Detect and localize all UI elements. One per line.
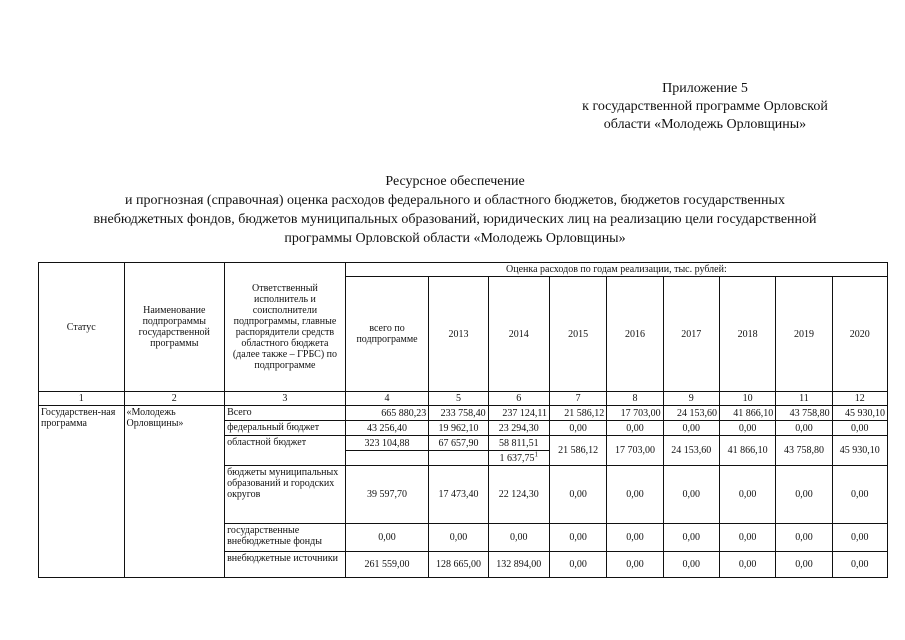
column-number: 6 (488, 392, 549, 406)
appendix-line-2: к государственной программе Орловской (582, 99, 828, 114)
header-year: 2019 (776, 277, 832, 392)
value-cell: 17 473,40 (429, 466, 488, 524)
program-cell: «Молодежь Орловщины» (124, 406, 225, 578)
header-name: Наименование подпрограммы государственной программы (124, 263, 225, 392)
column-number: 1 (39, 392, 125, 406)
row-label: областной бюджет (225, 436, 346, 466)
value-cell: 43 758,80 (776, 406, 832, 421)
column-number: 7 (549, 392, 606, 406)
title-line-3: внебюджетных фондов, бюджетов муниципальных образований, юридических лиц на реализацию цели государственной (93, 212, 817, 227)
value-cell: 43 256,40 (345, 421, 428, 436)
value-cell: 21 586,12 (549, 406, 606, 421)
row-label: бюджеты муниципальных образований и городских округов (225, 466, 346, 524)
extra-2014-value: 1 637,75 (499, 452, 535, 464)
value-cell: 17 703,00 (607, 406, 663, 421)
footnote-mark: 1 (534, 450, 539, 459)
value-cell-extra (488, 451, 549, 466)
table-row (39, 406, 888, 421)
title-line-1: Ресурсное обеспечение (385, 174, 525, 189)
appendix-line-3: области «Молодежь Орловщины» (603, 117, 807, 132)
value-cell: 24 153,60 (663, 436, 719, 466)
value-cell: 0,00 (549, 524, 606, 552)
value-cell: 0,00 (429, 524, 488, 552)
column-number: 5 (429, 392, 488, 406)
value-cell: 17 703,00 (607, 436, 663, 466)
value-cell: 0,00 (663, 552, 719, 578)
value-cell: 0,00 (776, 524, 832, 552)
row-label: государственные внебюджетные фонды (225, 524, 346, 552)
row-label: внебюджетные источники (225, 552, 346, 578)
value-cell: 0,00 (776, 466, 832, 524)
value-cell: 0,00 (832, 524, 887, 552)
value-cell: 128 665,00 (429, 552, 488, 578)
value-cell: 0,00 (663, 466, 719, 524)
value-cell: 0,00 (663, 524, 719, 552)
resource-table (38, 262, 888, 578)
value-cell: 0,00 (607, 421, 663, 436)
value-cell: 233 758,40 (429, 406, 488, 421)
value-cell: 21 586,12 (549, 436, 606, 466)
value-cell: 41 866,10 (719, 436, 775, 466)
value-cell: 22 124,30 (488, 466, 549, 524)
title-line-4: программы Орловской области «Молодежь Орловщины» (284, 231, 626, 246)
value-cell: 58 811,51 (488, 436, 549, 451)
value-cell: 39 597,70 (345, 466, 428, 524)
header-year: 2013 (429, 277, 488, 392)
value-cell: 45 930,10 (832, 436, 887, 466)
value-cell: 41 866,10 (719, 406, 775, 421)
value-cell: 0,00 (663, 421, 719, 436)
value-cell: 0,00 (719, 466, 775, 524)
header-year: 2017 (663, 277, 719, 392)
value-cell: 0,00 (719, 421, 775, 436)
value-cell: 0,00 (719, 524, 775, 552)
value-cell: 0,00 (345, 524, 428, 552)
document-title (40, 172, 870, 248)
value-cell: 67 657,90 (429, 436, 488, 451)
value-cell: 0,00 (607, 524, 663, 552)
title-line-2: и прогнозная (справочная) оценка расходов федерального и областного бюджетов, бюджетов государственных (125, 193, 785, 208)
header-year: 2016 (607, 277, 663, 392)
value-cell: 0,00 (832, 552, 887, 578)
value-cell: 19 962,10 (429, 421, 488, 436)
appendix-header (540, 80, 870, 134)
column-number: 2 (124, 392, 225, 406)
value-cell: 0,00 (607, 466, 663, 524)
column-number: 10 (719, 392, 775, 406)
column-number: 3 (225, 392, 346, 406)
value-cell: 43 758,80 (776, 436, 832, 466)
column-number: 12 (832, 392, 887, 406)
value-cell: 0,00 (607, 552, 663, 578)
row-label: Всего (225, 406, 346, 421)
value-cell: 0,00 (832, 466, 887, 524)
header-status: Статус (39, 263, 125, 392)
value-cell: 132 894,00 (488, 552, 549, 578)
value-cell: 0,00 (549, 466, 606, 524)
header-year: 2015 (549, 277, 606, 392)
column-number-row (39, 392, 888, 406)
value-cell: 323 104,88 (345, 436, 428, 451)
header-year: 2014 (488, 277, 549, 392)
column-number: 8 (607, 392, 663, 406)
column-number: 11 (776, 392, 832, 406)
value-cell: 23 294,30 (488, 421, 549, 436)
value-cell: 0,00 (549, 421, 606, 436)
value-cell: 45 930,10 (832, 406, 887, 421)
status-cell: Государствен-ная программа (39, 406, 125, 578)
value-cell: 0,00 (832, 421, 887, 436)
header-year: 2018 (719, 277, 775, 392)
value-cell: 0,00 (549, 552, 606, 578)
value-cell: 237 124,11 (488, 406, 549, 421)
value-cell: 0,00 (719, 552, 775, 578)
header-responsible: Ответственный исполнитель и соисполнители подпрограммы, главные распорядители средств областного бюджета (далее также – ГРБС) по подпрограмме (225, 263, 346, 392)
value-cell: 0,00 (776, 552, 832, 578)
value-cell: 261 559,00 (345, 552, 428, 578)
value-cell: 24 153,60 (663, 406, 719, 421)
column-number: 4 (345, 392, 428, 406)
header-year: 2020 (832, 277, 887, 392)
header-total: всего по подпрограмме (345, 277, 428, 392)
appendix-line-1: Приложение 5 (662, 81, 748, 96)
header-estimate-group: Оценка расходов по годам реализации, тыс. рублей: (345, 263, 887, 277)
empty-cell (345, 451, 428, 466)
value-cell: 0,00 (776, 421, 832, 436)
column-number: 9 (663, 392, 719, 406)
row-label: федеральный бюджет (225, 421, 346, 436)
empty-cell (429, 451, 488, 466)
value-cell: 665 880,23 (345, 406, 428, 421)
value-cell: 0,00 (488, 524, 549, 552)
